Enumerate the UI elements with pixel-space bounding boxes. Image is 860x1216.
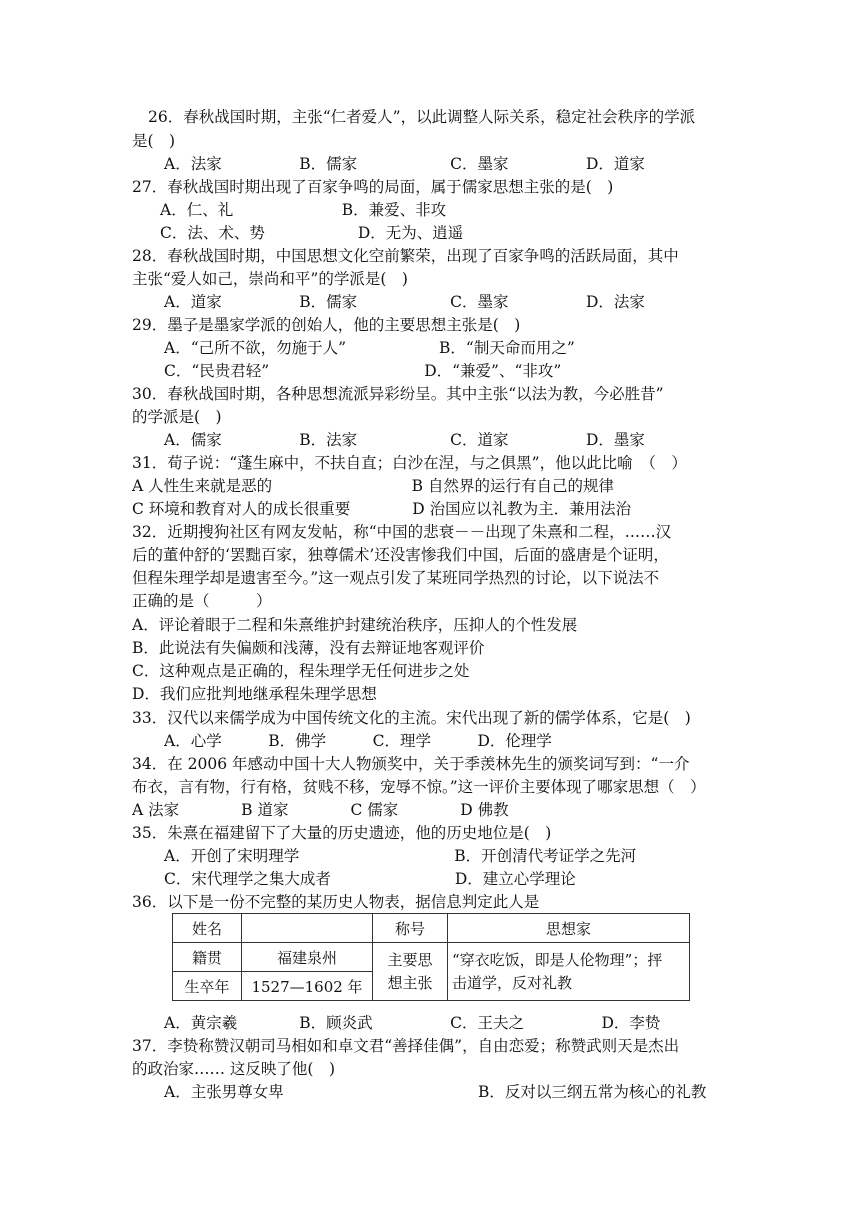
q34-line2: 布衣，言有物，行有格，贫贱不移，宠辱不惊。”这一评价主要体现了哪家思想（ ）	[132, 778, 706, 796]
q36-options: A．黄宗羲 B．顾炎武 C．王夫之 D．李贽	[164, 1014, 661, 1032]
q32-option-c: C．这种观点是正确的，程朱理学无任何进步之处	[132, 662, 470, 680]
q31-options-cd: C 环境和教育对人的成长很重要 D 治国应以礼教为主．兼用法治	[132, 500, 632, 518]
q27-line1: 27．春秋战国时期出现了百家争鸣的局面，属于儒家思想主张的是( )	[132, 178, 614, 196]
q37-option-b: B．反对以三纲五常为核心的礼教	[478, 1083, 707, 1101]
q34-options: A 法家 B 道家 C 儒家 D 佛教	[132, 801, 509, 819]
cell-ideas-label	[373, 943, 448, 1001]
ideas-value-line1: “穿衣吃饭，即是人伦物理”；抨	[452, 950, 663, 969]
q26-line1: 26．春秋战国时期，主张“仁者爱人”，以此调整人际关系，稳定社会秩序的学派	[148, 108, 696, 126]
q26-options: A．法家 B．儒家 C．墨家 D．道家	[164, 155, 645, 173]
q29-options-ab: A．“己所不欲，勿施于人” B．“制天命而用之”	[164, 339, 575, 357]
q34-line1: 34．在 2006 年感动中国十大人物颁奖中，关于季羡林先生的颁奖词写到：“一介	[132, 755, 690, 773]
q27-options-ab: A．仁、礼 B．兼爱、非攻	[160, 201, 447, 219]
q31-options-ab: A 人性生来就是恶的 B 自然界的运行有自己的规律	[132, 477, 614, 495]
q26-line2: 是( )	[132, 132, 176, 150]
q29-line1: 29．墨子是墨家学派的创始人，他的主要思想主张是( )	[132, 316, 521, 334]
q32-line1: 32．近期搜狗社区有网友发帖，称“中国的悲衰－－出现了朱熹和二程，……汉	[132, 523, 672, 541]
q30-options: A．儒家 B．法家 C．道家 D．墨家	[164, 431, 645, 449]
q37-line1: 37．李贽称赞汉朝司马相如和卓文君“善择佳偶”，自由恋爱；称赞武则天是杰出	[132, 1037, 680, 1055]
q37-line2: 的政治家…… 这反映了他( )	[132, 1060, 336, 1078]
cell-ideas-value	[448, 943, 690, 1001]
q28-line2: 主张“爱人如己，崇尚和平”的学派是( )	[132, 270, 408, 288]
q33-options: A．心学 B．佛学 C．理学 D．伦理学	[164, 732, 552, 750]
q32-option-b: B．此说法有失偏颇和浅薄，没有去辩证地客观评价	[132, 639, 485, 657]
q32-option-a: A．评论着眼于二程和朱熹维护封建统治秩序，压抑人的个性发展	[132, 616, 578, 634]
q32-line4: 正确的是（ ）	[132, 592, 272, 610]
q32-option-d: D．我们应批判地继承程朱理学思想	[132, 685, 377, 703]
q30-line1: 30．春秋战国时期，各种思想流派异彩纷呈。其中主张“以法为教，今必胜昔”	[132, 385, 664, 403]
historical-figure-table	[172, 913, 690, 1001]
ideas-label-line2: 想主张	[387, 973, 433, 992]
q36-line1: 36．以下是一份不完整的某历史人物表，据信息判定此人是	[132, 893, 540, 911]
q32-line2: 后的董仲舒的‘罢黜百家，独尊儒术’还没害惨我们中国，后面的盛唐是个证明，	[132, 546, 669, 564]
q33-line1: 33．汉代以来儒学成为中国传统文化的主流。宋代出现了新的儒学体系，它是( )	[132, 709, 691, 727]
q35-line1: 35．朱熹在福建留下了大量的历史遗迹，他的历史地位是( )	[132, 824, 552, 842]
q35-options-cd: C．宋代理学之集大成者 D．建立心学理论	[164, 870, 576, 888]
q35-options-ab: A．开创了宋明理学 B．开创清代考证学之先河	[164, 847, 637, 865]
q37-option-a: A．主张男尊女卑	[164, 1083, 284, 1101]
cell-native-value: 福建泉州	[242, 943, 373, 972]
cell-native-label: 籍贯	[173, 943, 242, 972]
cell-name-value	[242, 914, 373, 943]
q31-line1: 31．荀子说：“蓬生麻中，不扶自直；白沙在涅，与之俱黑”，他以此比喻 （ ）	[132, 454, 687, 472]
q32-line3: 但程朱理学却是遗害至今。”这一观点引发了某班同学热烈的讨论，以下说法不	[132, 569, 660, 587]
cell-name-label: 姓名	[173, 914, 242, 943]
q28-options: A．道家 B．儒家 C．墨家 D．法家	[164, 293, 645, 311]
q29-options-cd: C．“民贵君轻” D．“兼爱”、“非攻”	[164, 362, 562, 380]
cell-life-value: 1527—1602 年	[242, 972, 373, 1001]
q27-options-cd: C．法、术、势 D．无为、逍遥	[160, 224, 464, 242]
cell-title-value: 思想家	[448, 914, 690, 943]
q28-line1: 28．春秋战国时期，中国思想文化空前繁荣，出现了百家争鸣的活跃局面，其中	[132, 247, 679, 265]
ideas-label-line1: 主要思	[387, 950, 433, 969]
q30-line2: 的学派是( )	[132, 408, 222, 426]
cell-life-label: 生卒年	[173, 972, 242, 1001]
ideas-value-line2: 击道学，反对礼教	[452, 973, 573, 992]
cell-title-label: 称号	[373, 914, 448, 943]
